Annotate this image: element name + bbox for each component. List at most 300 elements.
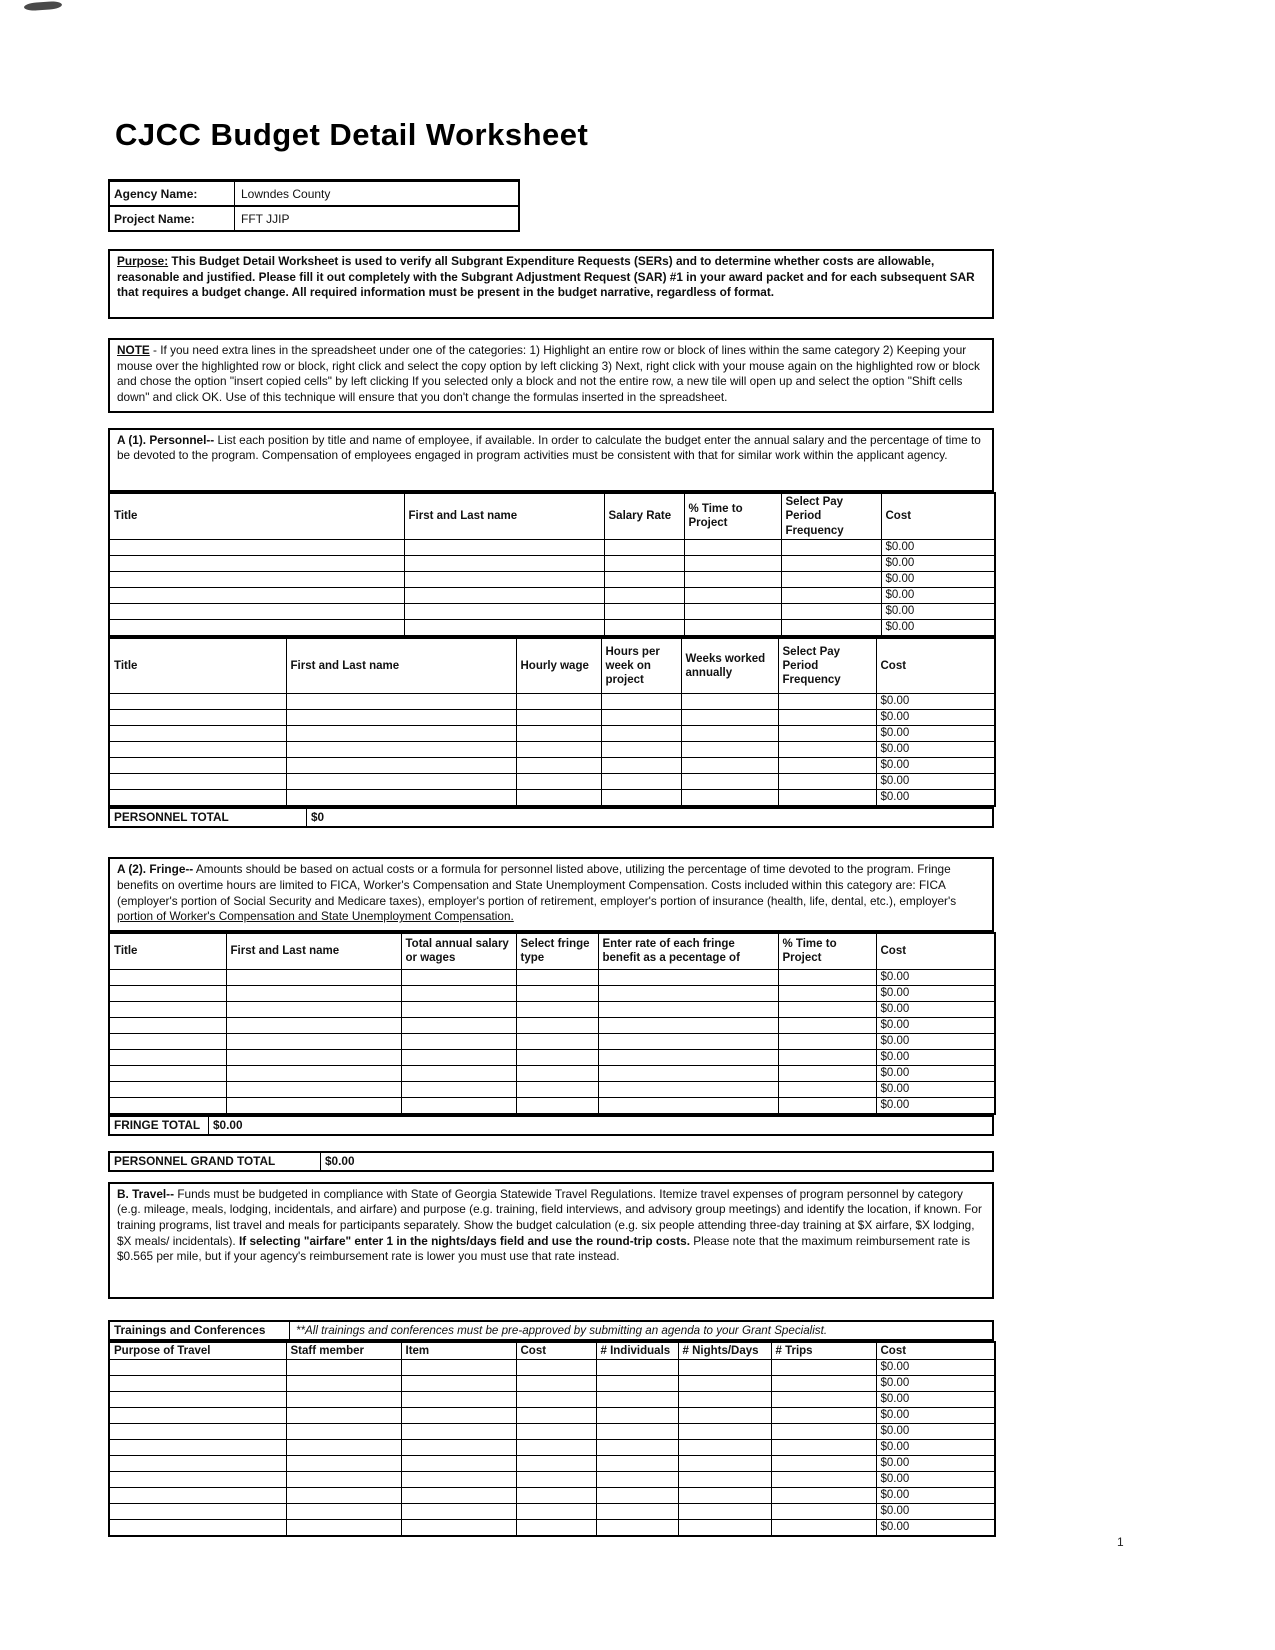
empty-cell <box>596 1408 678 1424</box>
section-a2-fringe-box <box>108 857 994 932</box>
trainings-conferences-bar <box>108 1320 994 1341</box>
personnel-total-label: PERSONNEL TOTAL <box>110 809 307 826</box>
table-row <box>109 1065 995 1081</box>
empty-cell <box>401 1440 516 1456</box>
column-header: First and Last name <box>226 933 401 969</box>
empty-cell <box>109 1001 226 1017</box>
agency-name-value: Lowndes County <box>241 186 331 201</box>
empty-cell <box>109 774 286 790</box>
empty-cell <box>596 1392 678 1408</box>
column-header: Salary Rate <box>604 493 684 540</box>
column-header: Select Pay Period Frequency <box>778 638 876 694</box>
empty-cell <box>778 969 876 985</box>
note-text: - If you need extra lines in the spreadsheet under one of the categories: 1) Highlight an entire row or block of lines within the same category 2) Keeping your mouse over the highlighted row or block, right click and select the copy option by left clicking 3) Next, right click with your mouse again on the highlighted row or block and chose the option "insert copied cells" by left clicking If you selected only a block and not the entire row, a new tile will open up and select the option "Shift cells down" and click OK. Use of this technique will ensure that you don't change the formulas inserted in the spreadsheet. <box>117 343 980 405</box>
project-name-row <box>110 207 518 230</box>
agency-name-label: Agency Name: <box>110 182 235 205</box>
column-header: Item <box>401 1342 516 1360</box>
empty-cell <box>678 1488 771 1504</box>
empty-cell <box>684 555 781 571</box>
empty-cell <box>678 1440 771 1456</box>
cost-cell: $0.00 <box>876 710 995 726</box>
column-header: # Trips <box>771 1342 876 1360</box>
hourly-table-body <box>109 694 995 807</box>
table-row <box>109 587 995 603</box>
column-header: Hours per week on project <box>601 638 681 694</box>
empty-cell <box>109 1440 286 1456</box>
empty-cell <box>401 1520 516 1537</box>
empty-cell <box>516 1081 598 1097</box>
fringe-total-value: $0.00 <box>213 1117 243 1132</box>
empty-cell <box>286 790 516 807</box>
empty-cell <box>598 1049 778 1065</box>
empty-cell <box>771 1472 876 1488</box>
empty-cell <box>516 1456 596 1472</box>
empty-cell <box>401 1017 516 1033</box>
empty-cell <box>681 742 778 758</box>
empty-cell <box>516 1520 596 1537</box>
cost-cell: $0.00 <box>876 774 995 790</box>
empty-cell <box>778 710 876 726</box>
empty-cell <box>516 742 601 758</box>
empty-cell <box>226 969 401 985</box>
column-header: % Time to Project <box>778 933 876 969</box>
column-header: Cost <box>516 1342 596 1360</box>
empty-cell <box>598 1097 778 1114</box>
empty-cell <box>598 1001 778 1017</box>
empty-cell <box>516 1504 596 1520</box>
table-row <box>109 1017 995 1033</box>
empty-cell <box>286 1392 401 1408</box>
salary-table-header-row <box>109 493 995 540</box>
cost-cell: $0.00 <box>876 726 995 742</box>
empty-cell <box>109 1081 226 1097</box>
empty-cell <box>109 985 226 1001</box>
table-row <box>109 710 995 726</box>
column-header: Total annual salary or wages <box>401 933 516 969</box>
empty-cell <box>684 587 781 603</box>
empty-cell <box>771 1360 876 1376</box>
empty-cell <box>516 1376 596 1392</box>
empty-cell <box>516 969 598 985</box>
cost-cell: $0.00 <box>881 539 995 555</box>
empty-cell <box>404 603 604 619</box>
empty-cell <box>598 985 778 1001</box>
section-a1-personnel-box <box>108 428 994 492</box>
empty-cell <box>109 742 286 758</box>
cost-cell: $0.00 <box>876 985 995 1001</box>
empty-cell <box>601 710 681 726</box>
empty-cell <box>516 710 601 726</box>
empty-cell <box>109 555 404 571</box>
empty-cell <box>226 1049 401 1065</box>
empty-cell <box>678 1424 771 1440</box>
cost-cell: $0.00 <box>876 1392 995 1408</box>
empty-cell <box>401 1033 516 1049</box>
empty-cell <box>401 1360 516 1376</box>
table-row <box>109 1456 995 1472</box>
table-row <box>109 539 995 555</box>
empty-cell <box>604 571 684 587</box>
fringe-total-bar <box>108 1115 994 1136</box>
empty-cell <box>401 985 516 1001</box>
empty-cell <box>404 555 604 571</box>
empty-cell <box>286 726 516 742</box>
table-row <box>109 1472 995 1488</box>
empty-cell <box>109 603 404 619</box>
page-number: 1 <box>1117 1535 1124 1549</box>
empty-cell <box>286 1456 401 1472</box>
empty-cell <box>681 758 778 774</box>
empty-cell <box>286 742 516 758</box>
worksheet-page <box>108 0 994 1537</box>
empty-cell <box>286 1472 401 1488</box>
empty-cell <box>596 1424 678 1440</box>
fringe-table-header-row <box>109 933 995 969</box>
empty-cell <box>286 1520 401 1537</box>
hourly-personnel-table <box>108 637 996 808</box>
empty-cell <box>109 1424 286 1440</box>
purpose-box <box>108 249 994 319</box>
column-header: Staff member <box>286 1342 401 1360</box>
empty-cell <box>678 1408 771 1424</box>
cost-cell: $0.00 <box>881 603 995 619</box>
empty-cell <box>684 603 781 619</box>
empty-cell <box>516 1472 596 1488</box>
section-b-text-after: Please note that the maximum reimbursement rate is $0.565 per mile, but if your agency's reimbursement rate is lower you must use that rate instead. <box>117 1233 970 1264</box>
table-row <box>109 790 995 807</box>
empty-cell <box>516 1408 596 1424</box>
empty-cell <box>681 726 778 742</box>
empty-cell <box>678 1520 771 1537</box>
empty-cell <box>516 985 598 1001</box>
empty-cell <box>596 1456 678 1472</box>
agency-name-row <box>110 182 518 207</box>
empty-cell <box>781 603 881 619</box>
table-row <box>109 1097 995 1114</box>
empty-cell <box>598 1033 778 1049</box>
empty-cell <box>516 1424 596 1440</box>
empty-cell <box>226 1081 401 1097</box>
empty-cell <box>678 1456 771 1472</box>
empty-cell <box>401 1488 516 1504</box>
empty-cell <box>604 539 684 555</box>
cost-cell: $0.00 <box>876 1001 995 1017</box>
empty-cell <box>401 1049 516 1065</box>
empty-cell <box>598 1081 778 1097</box>
personnel-grand-total-value: $0.00 <box>325 1153 355 1168</box>
empty-cell <box>226 1017 401 1033</box>
empty-cell <box>678 1360 771 1376</box>
travel-table <box>108 1341 996 1537</box>
table-row <box>109 603 995 619</box>
empty-cell <box>596 1376 678 1392</box>
empty-cell <box>678 1376 771 1392</box>
table-row <box>109 985 995 1001</box>
empty-cell <box>596 1440 678 1456</box>
cost-cell: $0.00 <box>876 790 995 807</box>
cost-cell: $0.00 <box>876 1360 995 1376</box>
empty-cell <box>109 1392 286 1408</box>
empty-cell <box>109 969 226 985</box>
empty-cell <box>401 1097 516 1114</box>
empty-cell <box>516 1360 596 1376</box>
empty-cell <box>601 790 681 807</box>
empty-cell <box>681 790 778 807</box>
column-header: Enter rate of each fringe benefit as a pecentage of <box>598 933 778 969</box>
salary-personnel-table <box>108 492 996 637</box>
personnel-total-bar <box>108 807 994 828</box>
empty-cell <box>401 1001 516 1017</box>
cost-cell: $0.00 <box>881 587 995 603</box>
empty-cell <box>771 1408 876 1424</box>
empty-cell <box>109 571 404 587</box>
empty-cell <box>286 710 516 726</box>
trainings-preapproval-note: **All trainings and conferences must be pre-approved by submitting an agenda to your Grant Specialist. <box>296 1323 828 1337</box>
empty-cell <box>778 1017 876 1033</box>
purpose-label: Purpose: <box>117 254 169 268</box>
empty-cell <box>781 587 881 603</box>
column-header: Hourly wage <box>516 638 601 694</box>
cost-cell: $0.00 <box>876 1440 995 1456</box>
section-a2-underlined-text: portion of Worker's Compensation and State Unemployment Compensation. <box>117 909 514 924</box>
empty-cell <box>596 1504 678 1520</box>
section-a1-label: A (1). Personnel-- <box>117 432 215 447</box>
table-row <box>109 1488 995 1504</box>
empty-cell <box>109 758 286 774</box>
table-row <box>109 1033 995 1049</box>
empty-cell <box>404 539 604 555</box>
cost-cell: $0.00 <box>876 1424 995 1440</box>
empty-cell <box>596 1360 678 1376</box>
cost-cell: $0.00 <box>881 619 995 636</box>
empty-cell <box>771 1504 876 1520</box>
empty-cell <box>401 1392 516 1408</box>
empty-cell <box>109 1097 226 1114</box>
section-a1-text: List each position by title and name of employee, if available. In order to calculate the budget enter the annual salary and the percentage of time to be devoted to the program. Compensation of employees engaged in program activities must be consistent with that for similar work within the applicant agency. <box>117 432 981 463</box>
empty-cell <box>286 1440 401 1456</box>
cost-cell: $0.00 <box>881 571 995 587</box>
empty-cell <box>601 758 681 774</box>
empty-cell <box>516 1017 598 1033</box>
column-header: First and Last name <box>286 638 516 694</box>
page-title: CJCC Budget Detail Worksheet <box>115 117 589 152</box>
table-row <box>109 1081 995 1097</box>
empty-cell <box>778 758 876 774</box>
empty-cell <box>286 774 516 790</box>
empty-cell <box>109 1520 286 1537</box>
empty-cell <box>678 1504 771 1520</box>
empty-cell <box>226 1001 401 1017</box>
table-row <box>109 1001 995 1017</box>
section-b-text-before: Funds must be budgeted in compliance with State of Georgia Statewide Travel Regulations. Itemize travel expenses of program personnel by category (e.g. mileage, meals, lodging, incidentals, and airfare) and purpose (e.g. training, field interviews, and advisory group meetings) and identify the location, if known. For training programs, list travel and meals for participants separately. Show the budget calculation (e.g. six people attending three-day training at $X airfare, $X lodging, $X meals/ incidentals). <box>117 1186 982 1248</box>
empty-cell <box>109 694 286 710</box>
cost-cell: $0.00 <box>876 1376 995 1392</box>
cost-cell: $0.00 <box>876 1049 995 1065</box>
empty-cell <box>781 539 881 555</box>
cost-cell: $0.00 <box>876 1033 995 1049</box>
empty-cell <box>516 1049 598 1065</box>
cost-cell: $0.00 <box>876 694 995 710</box>
empty-cell <box>781 571 881 587</box>
cost-cell: $0.00 <box>876 742 995 758</box>
column-header: Cost <box>881 493 995 540</box>
column-header: Purpose of Travel <box>109 1342 286 1360</box>
cost-cell: $0.00 <box>876 1097 995 1114</box>
empty-cell <box>286 1504 401 1520</box>
empty-cell <box>601 694 681 710</box>
empty-cell <box>771 1376 876 1392</box>
empty-cell <box>778 694 876 710</box>
hourly-table-header-row <box>109 638 995 694</box>
empty-cell <box>109 710 286 726</box>
empty-cell <box>684 619 781 636</box>
empty-cell <box>109 790 286 807</box>
empty-cell <box>286 1408 401 1424</box>
cost-cell: $0.00 <box>876 1065 995 1081</box>
project-name-label: Project Name: <box>110 207 235 230</box>
empty-cell <box>226 1065 401 1081</box>
empty-cell <box>286 1424 401 1440</box>
empty-cell <box>681 710 778 726</box>
empty-cell <box>516 790 601 807</box>
personnel-grand-total-bar <box>108 1151 994 1172</box>
table-row <box>109 694 995 710</box>
cost-cell: $0.00 <box>881 555 995 571</box>
empty-cell <box>516 1001 598 1017</box>
empty-cell <box>781 555 881 571</box>
empty-cell <box>771 1488 876 1504</box>
column-header: Cost <box>876 638 995 694</box>
section-b-travel-box <box>108 1182 994 1299</box>
column-header: % Time to Project <box>684 493 781 540</box>
note-box <box>108 338 994 413</box>
empty-cell <box>226 985 401 1001</box>
fringe-table-body <box>109 969 995 1114</box>
empty-cell <box>109 539 404 555</box>
column-header: Select Pay Period Frequency <box>781 493 881 540</box>
column-header: Cost <box>876 933 995 969</box>
empty-cell <box>684 571 781 587</box>
table-row <box>109 1424 995 1440</box>
purpose-text: This Budget Detail Worksheet is used to verify all Subgrant Expenditure Requests (SERs) and to determine whether costs are allowable, reasonable and justified. Please fill it out completely with the Subgrant Adjustment Request (SAR) #1 in your award packet and for each subsequent SAR that requires a budget change. All required information must be present in the budget narrative, regardless of format. <box>117 254 975 300</box>
travel-table-body <box>109 1360 995 1537</box>
empty-cell <box>401 1424 516 1440</box>
empty-cell <box>678 1472 771 1488</box>
empty-cell <box>684 539 781 555</box>
empty-cell <box>401 1456 516 1472</box>
empty-cell <box>778 985 876 1001</box>
empty-cell <box>678 1392 771 1408</box>
empty-cell <box>604 555 684 571</box>
empty-cell <box>516 1440 596 1456</box>
salary-table-body <box>109 539 995 636</box>
empty-cell <box>681 774 778 790</box>
cost-cell: $0.00 <box>876 1488 995 1504</box>
empty-cell <box>778 1049 876 1065</box>
table-row <box>109 1440 995 1456</box>
project-name-value: FFT JJIP <box>241 211 290 226</box>
empty-cell <box>109 1017 226 1033</box>
empty-cell <box>604 587 684 603</box>
empty-cell <box>771 1456 876 1472</box>
empty-cell <box>771 1392 876 1408</box>
empty-cell <box>516 1392 596 1408</box>
table-row <box>109 726 995 742</box>
empty-cell <box>286 1360 401 1376</box>
personnel-grand-total-label: PERSONNEL GRAND TOTAL <box>110 1153 321 1170</box>
cost-cell: $0.00 <box>876 1520 995 1537</box>
section-a2-text: Amounts should be based on actual costs or a formula for personnel listed above, utilizing the percentage of time devoted to the program. Fringe benefits on overtime hours are limited to FICA, Worker's Compensation and State Unemployment Compensation. Costs included within this category are: FICA (employer's portion of Social Security and Medicare taxes), employer's portion of retirement, employer's portion of insurance (health, life, dental, etc.), employer's <box>117 862 957 908</box>
column-header: Cost <box>876 1342 995 1360</box>
column-header: Title <box>109 638 286 694</box>
empty-cell <box>404 587 604 603</box>
empty-cell <box>401 1081 516 1097</box>
empty-cell <box>109 1049 226 1065</box>
empty-cell <box>778 1001 876 1017</box>
empty-cell <box>401 969 516 985</box>
column-header: Select fringe type <box>516 933 598 969</box>
empty-cell <box>778 790 876 807</box>
empty-cell <box>401 1472 516 1488</box>
empty-cell <box>109 1504 286 1520</box>
empty-cell <box>778 742 876 758</box>
empty-cell <box>401 1376 516 1392</box>
empty-cell <box>109 619 404 636</box>
empty-cell <box>598 969 778 985</box>
empty-cell <box>596 1472 678 1488</box>
empty-cell <box>109 1488 286 1504</box>
empty-cell <box>516 758 601 774</box>
cost-cell: $0.00 <box>876 1504 995 1520</box>
empty-cell <box>604 619 684 636</box>
table-row <box>109 969 995 985</box>
table-row <box>109 1520 995 1537</box>
travel-table-header-row <box>109 1342 995 1360</box>
empty-cell <box>286 1376 401 1392</box>
empty-cell <box>781 619 881 636</box>
table-row <box>109 619 995 636</box>
table-row <box>109 1392 995 1408</box>
cost-cell: $0.00 <box>876 1408 995 1424</box>
note-label: NOTE <box>117 343 150 357</box>
scan-smudge <box>24 1 62 12</box>
fringe-total-label: FRINGE TOTAL <box>110 1117 209 1134</box>
empty-cell <box>596 1488 678 1504</box>
table-row <box>109 742 995 758</box>
empty-cell <box>109 1376 286 1392</box>
empty-cell <box>516 774 601 790</box>
cost-cell: $0.00 <box>876 1017 995 1033</box>
column-header: First and Last name <box>404 493 604 540</box>
empty-cell <box>516 1488 596 1504</box>
fringe-table <box>108 932 996 1115</box>
empty-cell <box>404 571 604 587</box>
empty-cell <box>771 1520 876 1537</box>
empty-cell <box>771 1424 876 1440</box>
table-row <box>109 1360 995 1376</box>
empty-cell <box>109 587 404 603</box>
empty-cell <box>778 1097 876 1114</box>
empty-cell <box>681 694 778 710</box>
empty-cell <box>516 726 601 742</box>
empty-cell <box>598 1017 778 1033</box>
cost-cell: $0.00 <box>876 1456 995 1472</box>
empty-cell <box>516 1065 598 1081</box>
empty-cell <box>404 619 604 636</box>
empty-cell <box>778 1081 876 1097</box>
table-row <box>109 571 995 587</box>
empty-cell <box>109 1360 286 1376</box>
